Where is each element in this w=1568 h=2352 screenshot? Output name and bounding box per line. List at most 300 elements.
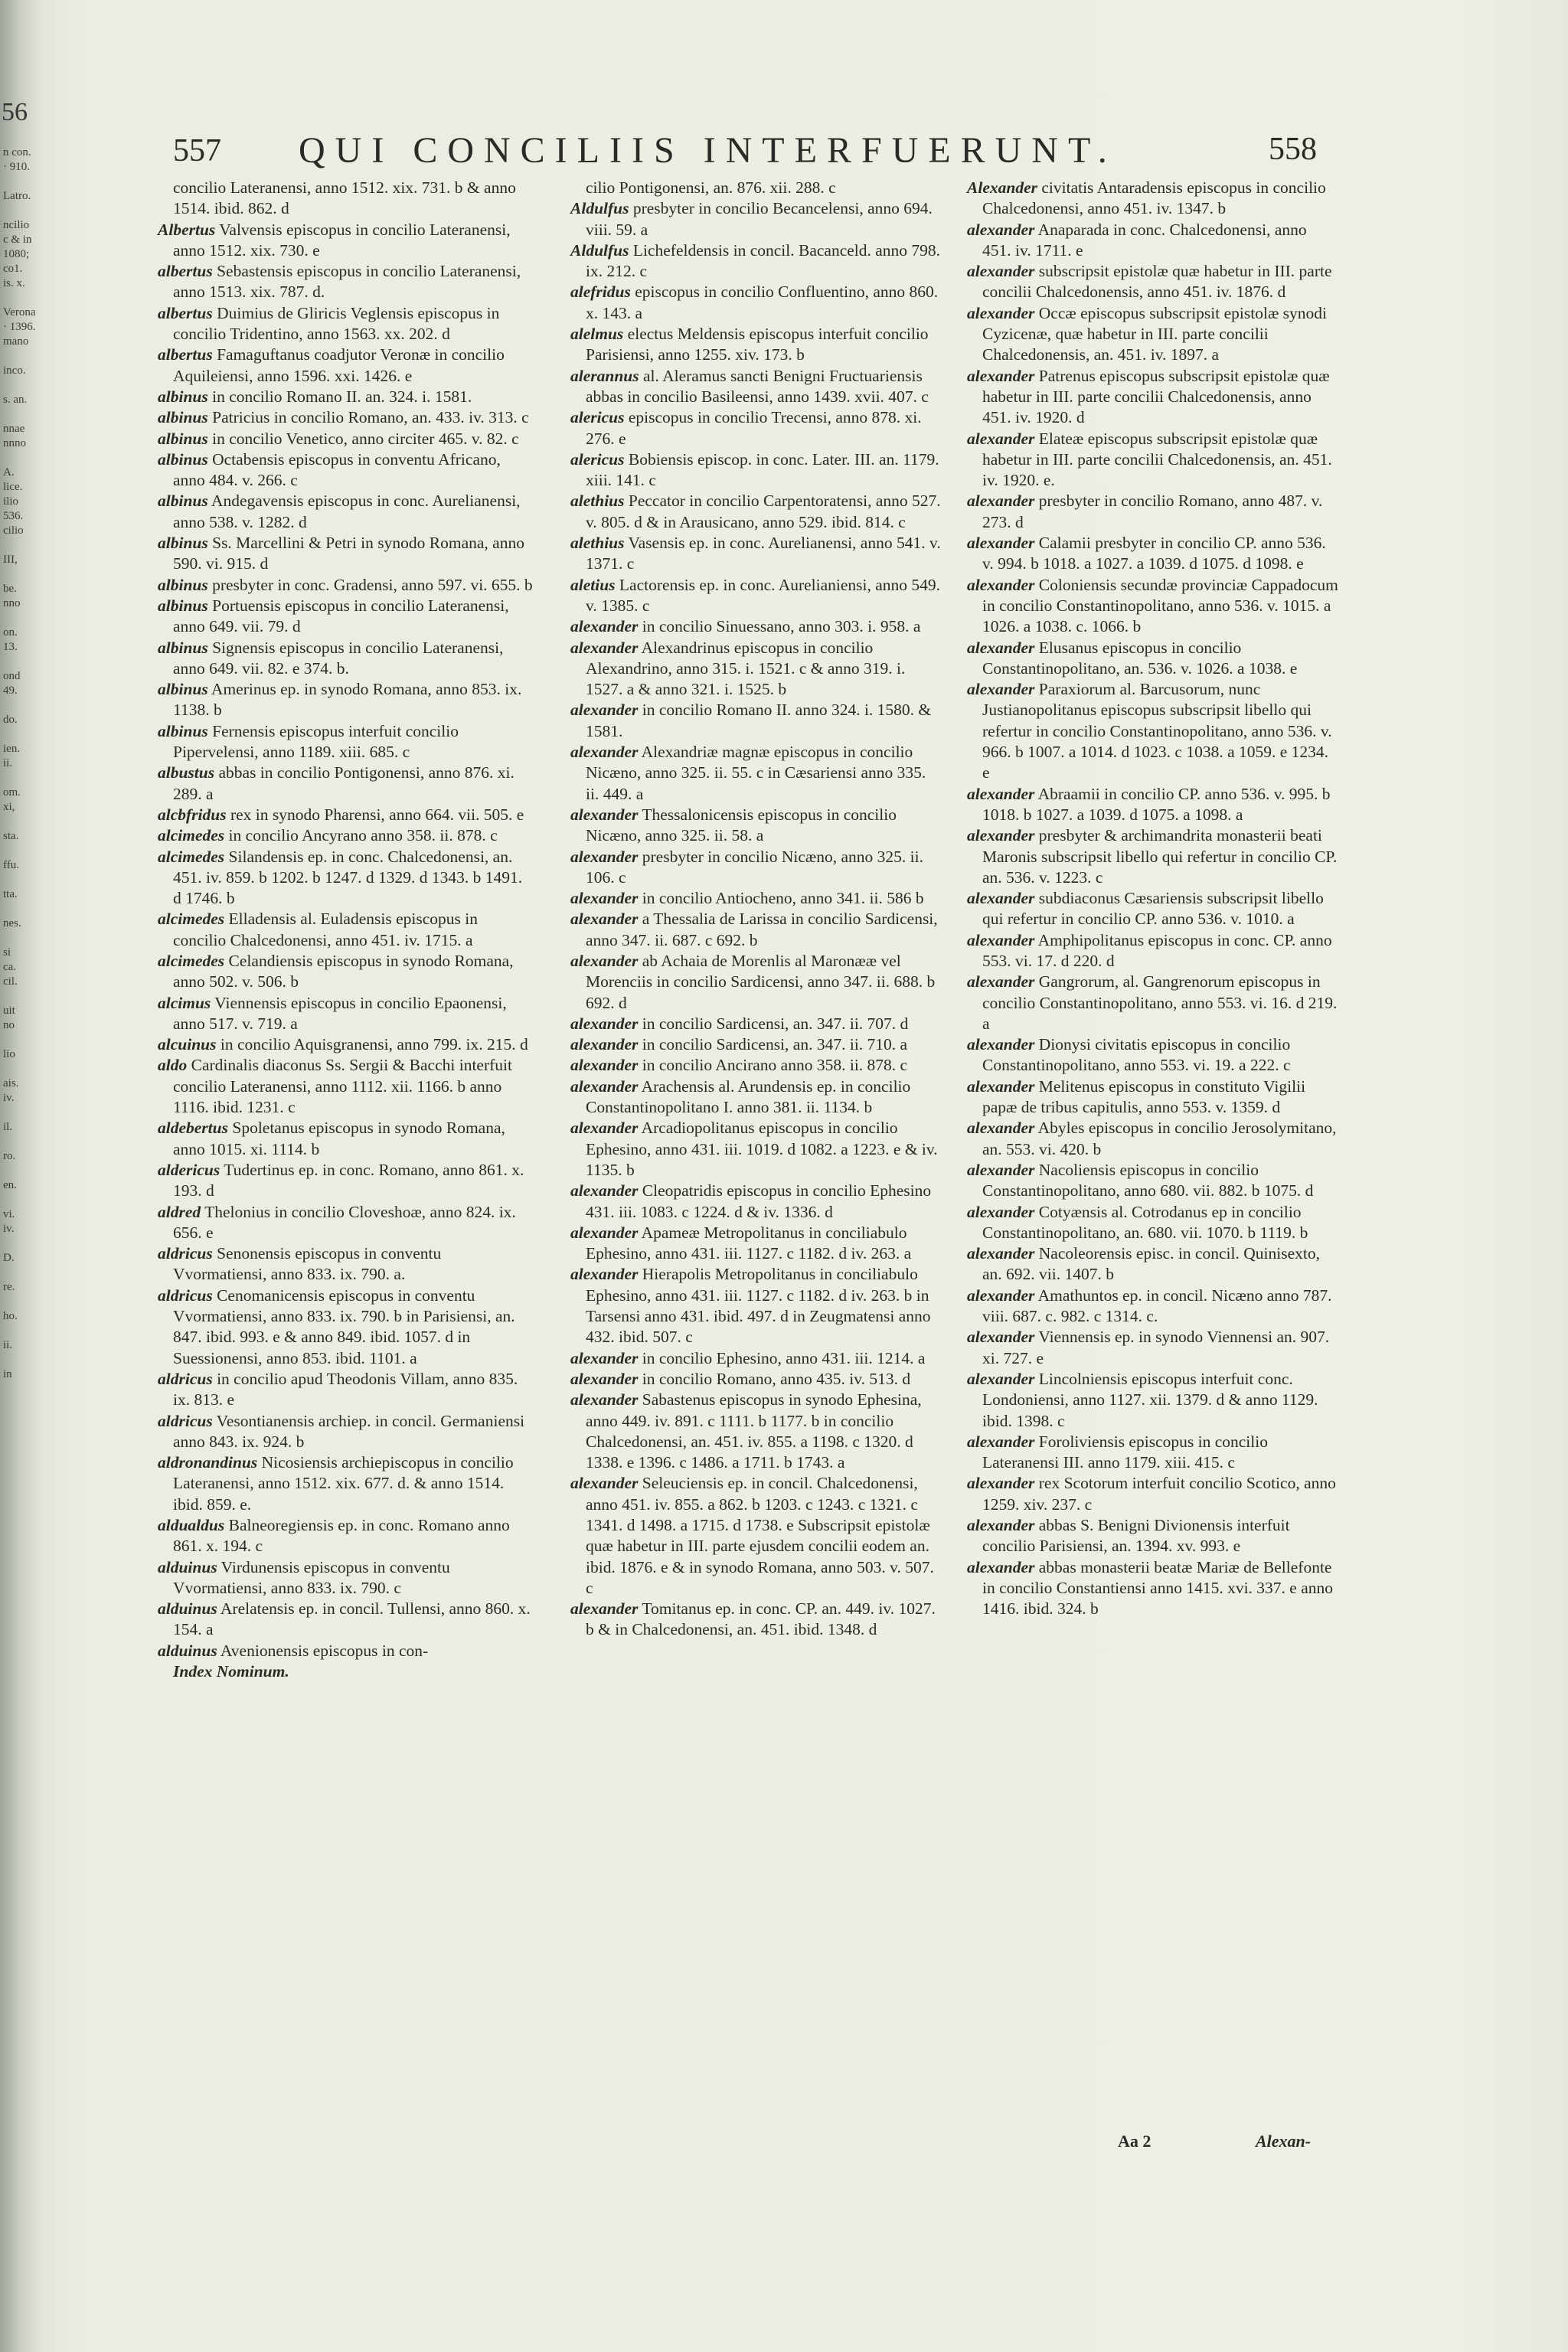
- entry-text: abbas in concilio Pontigonensi, anno 876. xi. 289. a: [173, 763, 514, 803]
- entry-text: in concilio Romano II. an. 324. i. 1581.: [207, 387, 472, 406]
- entry-text: in concilio Romano, anno 435. iv. 513. d: [638, 1369, 911, 1388]
- margin-fragment: 536.: [3, 510, 24, 522]
- entry-headword: alcimedes: [158, 847, 225, 866]
- margin-fragment: · 910.: [3, 161, 30, 173]
- index-entry: [952, 1327, 1338, 1369]
- entry-headword: alexander: [570, 743, 639, 762]
- entry-headword: alexander: [570, 805, 639, 824]
- adjacent-page-number: 56: [2, 98, 28, 126]
- entry-headword: alericus: [570, 449, 625, 469]
- entry-headword: alexander: [570, 1014, 639, 1033]
- entry-text: Thessalonicensis episcopus in concilio Nicæno, anno 325. ii. 58. a: [586, 805, 897, 845]
- index-entry: [555, 178, 942, 198]
- entry-text: in concilio Venetico, anno circiter 465. v. 82. c: [207, 429, 519, 448]
- entry-text: Andegavensis episcopus in conc. Aurelianensi, anno 538. v. 1282. d: [173, 492, 521, 531]
- margin-fragment: [3, 902, 36, 916]
- entry-headword: alcimedes: [158, 826, 225, 845]
- margin-fragment: [3, 815, 36, 829]
- entry-headword: alexander: [967, 1160, 1035, 1179]
- margin-fragment: on.: [3, 626, 18, 639]
- entry-headword: alexander: [967, 972, 1035, 991]
- index-entry: [142, 763, 533, 805]
- entry-headword: alexander: [967, 784, 1035, 803]
- margin-fragment: III,: [3, 554, 18, 566]
- margin-fragment: [3, 655, 36, 669]
- index-entry: [952, 533, 1338, 575]
- index-entry: [952, 1285, 1338, 1328]
- entry-text: Signensis episcopus in concilio Lateranensi, anno 649. vii. 82. e 374. b.: [173, 638, 504, 678]
- catchword: Alexan-: [1256, 2132, 1312, 2151]
- index-entry: [555, 1076, 942, 1119]
- entry-headword: alexander: [570, 889, 639, 908]
- index-entry: [142, 638, 533, 680]
- running-title: QUI CONCILIIS INTERFUERUNT.: [299, 130, 1117, 171]
- index-entry: [555, 575, 942, 617]
- entry-headword: alexander: [570, 1181, 639, 1200]
- entry-headword: alexander: [967, 429, 1035, 448]
- index-entry: [952, 784, 1338, 826]
- margin-fragment: [3, 844, 36, 858]
- entry-text: Bobiensis episcop. in conc. Later. III. an. 1179. xiii. 141. c: [586, 449, 939, 490]
- margin-fragment: in: [3, 1368, 12, 1380]
- entry-headword: alcimus: [158, 993, 211, 1012]
- margin-fragment: mano: [3, 335, 29, 348]
- margin-fragment: [3, 931, 36, 946]
- entry-headword: alduinus: [158, 1557, 217, 1576]
- margin-fragment: co1.: [3, 263, 23, 275]
- entry-headword: alexander: [967, 1328, 1035, 1347]
- index-entry: [142, 1243, 533, 1285]
- margin-fragment: ien.: [3, 743, 21, 755]
- entry-text: ab Achaia de Morenlis al Maronææ vel Morenciis in concilio Sardicensi, anno 347. ii. 688. b 692. d: [586, 951, 936, 1012]
- margin-fragment: sta.: [3, 830, 19, 842]
- entry-text: Ss. Marcellini & Petri in synodo Romana, anno 590. vi. 915. d: [173, 534, 524, 573]
- margin-fragment: [3, 291, 36, 305]
- entry-text: Avenionensis episcopus in con-: [217, 1641, 429, 1660]
- entry-headword: alexander: [967, 262, 1035, 281]
- index-entry: [952, 972, 1338, 1034]
- adjacent-page-fragments: [0, 145, 36, 1382]
- entry-headword: Alexander: [967, 178, 1037, 197]
- entry-headword: alexander: [967, 1076, 1035, 1096]
- entry-headword: alericus: [570, 408, 625, 427]
- index-entry: [142, 679, 533, 721]
- entry-text: civitatis Antaradensis episcopus in concilio Chalcedonensi, anno 451. iv. 1347. b: [982, 178, 1326, 218]
- right-page-number: 558: [1269, 132, 1317, 167]
- entry-text: presbyter in conc. Gradensi, anno 597. vi. 655. b: [207, 575, 533, 594]
- index-footnote: Index Nominum.: [173, 1662, 289, 1681]
- margin-fragment: [3, 1164, 36, 1178]
- entry-headword: alexander: [570, 1119, 639, 1138]
- entry-headword: alexander: [570, 1223, 639, 1242]
- index-entry: [142, 303, 533, 345]
- entry-text: Dionysi civitatis episcopus in concilio Constantinopolitano, anno 553. vi. 19. a 222. c: [982, 1035, 1291, 1075]
- entry-text: Foroliviensis episcopus in concilio Lateranensi III. anno 1179. xiii. 415. c: [982, 1432, 1268, 1472]
- entry-text: Spoletanus episcopus in synodo Romana, anno 1015. xi. 1114. b: [173, 1119, 505, 1158]
- index-entry: [142, 261, 533, 303]
- entry-headword: alexander: [967, 1516, 1035, 1534]
- entry-headword: alexander: [967, 930, 1035, 949]
- entry-text: Lactorensis ep. in conc. Aurelianiensi, anno 549. v. 1385. c: [586, 575, 941, 615]
- margin-fragment: · 1396.: [3, 321, 36, 333]
- margin-fragment: D.: [3, 1252, 15, 1264]
- entry-text: electus Meldensis episcopus interfuit concilio Parisiensi, anno 1255. xiv. 173. b: [586, 325, 929, 364]
- entry-headword: albinus: [158, 575, 208, 594]
- margin-fragment: [3, 204, 36, 218]
- entry-headword: alexander: [967, 1369, 1035, 1388]
- entry-text: Viennensis episcopus in concilio Epaonensi, anno 517. v. 719. a: [173, 993, 507, 1033]
- margin-fragment: ho.: [3, 1310, 18, 1322]
- index-entry: [555, 805, 942, 847]
- entry-text: Sabastenus episcopus in synodo Ephesina, anno 449. iv. 891. c 1111. b 1177. b in concilio Chalcedonensi, an. 451. iv. 855. a 1198. c 1320. d 1338. e 1396. c 1486. a 1711. b 1743. a: [586, 1390, 922, 1472]
- entry-headword: albinus: [158, 680, 208, 699]
- entry-text: Seleuciensis ep. in concil. Chalcedonensi, anno 451. iv. 855. a 862. b 1203. c 1243. c 1321. c 1341. d 1498. a 1715. d 1738. e Subscripsit epistolæ quæ habetur in III. parte ejusdem concilii eodem an. ibid. 1876. e & in synodo Romana, anno 503. v. 507. c: [586, 1474, 934, 1597]
- margin-fragment: [3, 378, 36, 393]
- entry-headword: aldricus: [158, 1411, 213, 1430]
- entry-headword: albinus: [158, 596, 208, 615]
- margin-fragment: n con.: [3, 146, 31, 158]
- margin-fragment: [3, 538, 36, 553]
- entry-headword: albinus: [158, 492, 208, 511]
- margin-fragment: 49.: [3, 684, 18, 697]
- index-entry: [142, 1557, 533, 1599]
- entry-text: Apameæ Metropolitanus in conciliabulo Ephesino, anno 431. iii. 1127. c 1182. d iv. 263. a: [586, 1223, 912, 1263]
- margin-fragment: [3, 611, 36, 626]
- index-entry: [142, 1034, 533, 1055]
- margin-fragment: [3, 175, 36, 189]
- entry-headword: aldricus: [158, 1285, 213, 1305]
- index-entry: [555, 366, 942, 408]
- index-entry: [142, 345, 533, 387]
- entry-headword: alcimedes: [158, 910, 225, 929]
- index-entry: [142, 1118, 533, 1160]
- entry-headword: albustus: [158, 763, 215, 782]
- entry-headword: alexander: [967, 638, 1035, 657]
- entry-headword: aldo: [158, 1056, 188, 1075]
- entry-text: abbas S. Benigni Divionensis interfuit concilio Parisiensi, an. 1394. xv. 993. e: [982, 1516, 1290, 1556]
- entry-text: Gangrorum, al. Gangrenorum episcopus in concilio Constantinopolitano, anno 553. vi. 16. d 219. a: [982, 972, 1338, 1033]
- index-entry: [952, 638, 1338, 680]
- entry-text: Alexandrinus episcopus in concilio Alexandrino, anno 315. i. 1521. c & anno 319. i. 1527. a & anno 321. i. 1525. b: [586, 638, 906, 699]
- index-entry: [142, 387, 533, 407]
- margin-fragment: c & in: [3, 234, 32, 246]
- margin-fragment: [3, 349, 36, 364]
- entry-text: Abraamii in concilio CP. anno 536. v. 995. b 1018. b 1027. a 1039. d 1075. a 1098. a: [982, 784, 1331, 824]
- index-entry: [142, 805, 533, 825]
- margin-fragment: ii.: [3, 1339, 13, 1351]
- entry-headword: albinus: [158, 534, 208, 553]
- index-entry: [142, 1055, 533, 1118]
- margin-fragment: [3, 1135, 36, 1149]
- entry-headword: alexander: [967, 575, 1035, 594]
- margin-fragment: ii.: [3, 757, 13, 769]
- entry-text: Hierapolis Metropolitanus in conciliabulo Ephesino, anno 431. iii. 1127. c 1182. d iv. 263. b in Tarsensi anno 431. ibid. 497. d in Zeugmatensi anno 432. ibid. 507. c: [586, 1265, 931, 1347]
- index-entry: [555, 324, 942, 366]
- margin-fragment: do.: [3, 714, 18, 726]
- entry-headword: alexander: [967, 366, 1035, 385]
- entry-text: Celandiensis episcopus in synodo Romana, anno 502. v. 506. b: [173, 951, 514, 991]
- entry-text: in concilio Aquisgranensi, anno 799. ix. 215. d: [216, 1035, 528, 1054]
- index-entry: [142, 847, 533, 910]
- entry-headword: alduinus: [158, 1641, 217, 1660]
- entry-headword: albinus: [158, 387, 208, 406]
- index-entry: [142, 429, 533, 449]
- entry-headword: alexander: [570, 1599, 639, 1619]
- index-column-2: [555, 178, 942, 1641]
- margin-fragment: 13.: [3, 641, 18, 653]
- entry-text: presbyter in concilio Nicæno, anno 325. ii. 106. c: [586, 847, 923, 887]
- index-entry: [952, 1557, 1338, 1620]
- entry-headword: alexander: [967, 534, 1035, 553]
- margin-fragment: om.: [3, 786, 21, 799]
- margin-fragment: Verona: [3, 306, 36, 318]
- entry-headword: albinus: [158, 408, 208, 427]
- margin-fragment: [3, 1033, 36, 1047]
- margin-fragment: no: [3, 1019, 15, 1031]
- entry-text: Cotyænsis al. Cotrodanus ep in concilio Constantinopolitano, an. 680. vii. 1070. b 1119. b: [982, 1202, 1308, 1242]
- entry-text: Cardinalis diaconus Ss. Sergii & Bacchi interfuit concilio Lateranensi, anno 1112. xii. 1166. b anno 1116. ibid. 1231. c: [173, 1056, 512, 1117]
- entry-text: in concilio Antiocheno, anno 341. ii. 586 b: [638, 889, 924, 908]
- margin-fragment: en.: [3, 1179, 17, 1191]
- index-entry: [952, 1515, 1338, 1557]
- index-entry: [555, 198, 942, 240]
- entry-text: Balneoregiensis ep. in conc. Romano anno 861. x. 194. c: [173, 1516, 510, 1556]
- margin-fragment: [3, 771, 36, 786]
- entry-text: Elladensis al. Euladensis episcopus in concilio Chalcedonensi, anno 451. iv. 1715. a: [173, 910, 478, 949]
- entry-headword: alexander: [967, 1285, 1035, 1305]
- entry-headword: alexander: [570, 1369, 639, 1388]
- entry-text: Cleopatridis episcopus in concilio Ephesino 431. iii. 1083. c 1224. d & iv. 1336. d: [586, 1181, 932, 1221]
- signature-mark: Aa 2: [1118, 2132, 1152, 2151]
- entry-text: Famaguftanus coadjutor Veronæ in concilio Aquileiensi, anno 1596. xxi. 1426. e: [173, 345, 505, 385]
- entry-text: Paraxiorum al. Barcusorum, nunc Justianopolitanus episcopus subscripsit libello qui refertur in concilio Constantinopolitano, anno 536. v. 966. b 1007. a 1014. d 1023. c 1038. a 1059. e 1234. e: [982, 680, 1332, 782]
- index-entry: [555, 1181, 942, 1223]
- margin-fragment: iv.: [3, 1223, 15, 1235]
- entry-text: Portuensis episcopus in concilio Lateranensi, anno 649. vii. 79. d: [173, 596, 509, 636]
- margin-fragment: is. x.: [3, 277, 25, 289]
- margin-fragment: [3, 727, 36, 742]
- entry-headword: alexander: [967, 492, 1035, 511]
- index-column-1: [142, 178, 533, 1682]
- margin-fragment: xi,: [3, 801, 15, 813]
- index-entry: [952, 1076, 1338, 1119]
- entry-text: Lichefeldensis in concil. Bacanceld. anno 798. ix. 212. c: [586, 240, 941, 281]
- index-entry: [555, 638, 942, 701]
- entry-headword: albinus: [158, 638, 208, 657]
- index-entry: [555, 491, 942, 533]
- entry-text: Tomitanus ep. in conc. CP. an. 449. iv. 1027. b & in Chalcedonensi, an. 451. ibid. 1348. d: [586, 1599, 936, 1639]
- entry-headword: alexander: [967, 1432, 1035, 1451]
- entry-headword: aldebertus: [158, 1119, 228, 1138]
- index-entry: [142, 1515, 533, 1557]
- index-entry: [555, 700, 942, 742]
- margin-fragment: be.: [3, 583, 17, 595]
- entry-text: Amathuntos ep. in concil. Nicæno anno 787. viii. 687. c. 982. c 1314. c.: [982, 1285, 1332, 1326]
- margin-fragment: ffu.: [3, 859, 19, 871]
- entry-headword: alexander: [570, 910, 639, 929]
- entry-text: Amerinus ep. in synodo Romana, anno 853. ix. 1138. b: [173, 680, 522, 720]
- margin-fragment: inco.: [3, 364, 26, 377]
- entry-headword: alexander: [967, 1202, 1035, 1221]
- entry-text: Occæ episcopus subscripsit epistolæ synodi Cyzicenæ, quæ habetur in III. parte concilii Chalcedonensis, an. 451. iv. 1897. a: [982, 303, 1327, 364]
- entry-headword: aletius: [570, 575, 616, 594]
- entry-headword: alexander: [967, 1557, 1035, 1576]
- margin-fragment: [3, 1266, 36, 1280]
- entry-headword: alexander: [570, 1056, 639, 1075]
- index-entry: [142, 1641, 533, 1661]
- margin-fragment: il.: [3, 1121, 13, 1133]
- index-entry: [142, 1369, 533, 1411]
- entry-text: in concilio Ancyrano anno 358. ii. 878. c: [224, 826, 498, 845]
- entry-text: in concilio Sardicensi, an. 347. ii. 707. d: [638, 1014, 909, 1033]
- left-page-number: 557: [173, 133, 221, 168]
- entry-text: presbyter & archimandrita monasterii beati Maronis subscripsit libello qui refertur in concilio CP. an. 536. v. 1223. c: [982, 826, 1338, 887]
- index-entry: [555, 1223, 942, 1265]
- index-entry: [952, 1369, 1338, 1432]
- margin-fragment: ilio: [3, 495, 19, 508]
- entry-text: cilio Pontigonensi, an. 876. xii. 288. c: [586, 178, 836, 197]
- index-entry: [555, 449, 942, 492]
- entry-text: in concilio apud Theodonis Villam, anno 835. ix. 813. e: [173, 1369, 518, 1410]
- margin-fragment: uit: [3, 1004, 15, 1017]
- entry-headword: alexander: [570, 951, 639, 970]
- entry-headword: alerannus: [570, 366, 639, 385]
- entry-headword: alethius: [570, 492, 625, 511]
- index-entry: [555, 282, 942, 324]
- entry-text: Peccator in concilio Carpentoratensi, anno 527. v. 805. d & in Arausicano, anno 529. ibid. 814. c: [586, 492, 941, 531]
- index-entry: [555, 240, 942, 283]
- index-entry: [555, 407, 942, 449]
- entry-text: al. Aleramus sancti Benigni Fructuariensis abbas in concilio Basileensi, anno 1439. xvii. 407. c: [586, 366, 929, 406]
- entry-text: subscripsit epistolæ quæ habetur in III. parte concilii Chalcedonensis, anno 451. iv. 1876. d: [982, 262, 1332, 302]
- entry-headword: alexander: [570, 701, 639, 720]
- entry-headword: alefridus: [570, 283, 631, 302]
- entry-text: Coloniensis secundæ provinciæ Cappadocum in concilio Constantinopolitano, anno 536. v. 1015. a 1026. a 1038. c. 1066. b: [982, 575, 1338, 636]
- index-entry: [952, 1118, 1338, 1160]
- entry-headword: alexander: [570, 847, 639, 866]
- entry-headword: alexander: [967, 1474, 1035, 1493]
- entry-text: Lincolniensis episcopus interfuit conc. Londoniensi, anno 1127. xii. 1379. d & anno 1129. ibid. 1398. c: [982, 1369, 1318, 1430]
- margin-fragment: [3, 1295, 36, 1309]
- index-entry: [555, 1264, 942, 1348]
- entry-text: in concilio Ancirano anno 358. ii. 878. c: [638, 1056, 908, 1075]
- entry-headword: alexander: [570, 1265, 639, 1284]
- index-entry: [952, 1243, 1338, 1285]
- entry-headword: alexander: [570, 638, 639, 657]
- index-entry: [142, 909, 533, 951]
- margin-fragment: [3, 567, 36, 582]
- entry-text: in concilio Romano II. anno 324. i. 1580. & 1581.: [586, 701, 932, 740]
- entry-text: Anaparada in conc. Chalcedonensi, anno 451. iv. 1711. e: [982, 220, 1307, 260]
- margin-fragment: Latro.: [3, 190, 31, 202]
- entry-headword: alexander: [967, 826, 1035, 845]
- index-entry: [952, 1202, 1338, 1244]
- entry-text: in concilio Sinuessano, anno 303. i. 958. a: [638, 617, 921, 636]
- index-entry: [142, 1160, 533, 1202]
- margin-fragment: [3, 989, 36, 1004]
- adjacent-page-margin: [0, 0, 40, 2352]
- entry-text: rex in synodo Pharensi, anno 664. vii. 505. e: [226, 805, 524, 824]
- index-entry: [952, 575, 1338, 638]
- index-entry: [142, 220, 533, 262]
- index-entry: [555, 951, 942, 1014]
- margin-fragment: [3, 1236, 36, 1251]
- entry-text: in concilio Ephesino, anno 431. iii. 1214. a: [638, 1348, 926, 1367]
- index-entry: [952, 888, 1338, 930]
- index-entry: [142, 1599, 533, 1641]
- entry-text: Melitenus episcopus in constituto Vigilii papæ de tribus capitulis, anno 553. v. 1359. d: [982, 1076, 1306, 1117]
- index-entry: [142, 1452, 533, 1515]
- index-entry: [952, 679, 1338, 783]
- entry-headword: Aldulfus: [570, 240, 629, 260]
- index-entry: [952, 1432, 1338, 1474]
- entry-text: Sebastensis episcopus in concilio Lateranensi, anno 1513. xix. 787. d.: [173, 262, 521, 302]
- index-entry: [952, 178, 1338, 220]
- index-entry: [142, 993, 533, 1035]
- margin-fragment: cilio: [3, 524, 24, 537]
- margin-fragment: [3, 1106, 36, 1120]
- entry-text: Duimius de Gliricis Veglensis episcopus in concilio Tridentino, anno 1563. xx. 202. d: [173, 303, 500, 344]
- entry-text: Octabensis episcopus in conventu Africano, anno 484. v. 266. c: [173, 449, 501, 490]
- index-entry: [142, 1202, 533, 1244]
- entry-headword: albertus: [158, 345, 213, 364]
- margin-fragment: [3, 1324, 36, 1338]
- entry-text: Arelatensis ep. in concil. Tullensi, anno 860. x. 154. a: [173, 1599, 531, 1639]
- entry-text: Senonensis episcopus in conventu Vvormatiensi, anno 833. ix. 790. a.: [173, 1244, 442, 1284]
- entry-headword: albertus: [158, 262, 213, 281]
- margin-fragment: 1080;: [3, 248, 30, 260]
- entry-text: presbyter in concilio Romano, anno 487. v. 273. d: [982, 492, 1323, 531]
- entry-headword: albinus: [158, 449, 208, 469]
- entry-text: Elateæ episcopus subscripsit epistolæ quæ habetur in III. parte concilii Chalcedonensis, an. 451. iv. 1920. e.: [982, 429, 1332, 490]
- index-entry: [555, 888, 942, 909]
- index-entry: [952, 1034, 1338, 1076]
- index-entry: [142, 575, 533, 596]
- entry-text: presbyter in concilio Becancelensi, anno 694. viii. 59. a: [586, 199, 933, 239]
- margin-fragment: lice.: [3, 481, 23, 493]
- entry-text: episcopus in concilio Trecensi, anno 878. xi. 276. e: [586, 408, 922, 448]
- entry-text: Vasensis ep. in conc. Aurelianensi, anno 541. v. 1371. c: [586, 534, 941, 573]
- entry-text: Tudertinus ep. in conc. Romano, anno 861. x. 193. d: [173, 1160, 524, 1200]
- entry-text: Cenomanicensis episcopus in conventu Vvormatiensi, anno 833. ix. 790. b in Parisiensi, an. 847. ibid. 993. e & anno 849. ibid. 1057. d in Suessionensi, anno 853. ibid. 1101. a: [173, 1285, 515, 1367]
- entry-headword: albinus: [158, 721, 208, 740]
- index-entry: [555, 1369, 942, 1390]
- entry-headword: aldricus: [158, 1244, 213, 1263]
- entry-headword: alcbfridus: [158, 805, 227, 824]
- entry-headword: aldred: [158, 1202, 201, 1221]
- index-entry: [555, 1348, 942, 1369]
- index-entry: [952, 1160, 1338, 1202]
- margin-fragment: ond: [3, 670, 21, 682]
- margin-fragment: [3, 1353, 36, 1367]
- index-entry: [952, 220, 1338, 262]
- index-entry: [952, 366, 1338, 429]
- margin-fragment: ro.: [3, 1150, 16, 1162]
- index-entry: [555, 847, 942, 889]
- index-entry: [952, 303, 1338, 366]
- entry-text: Nacoliensis episcopus in concilio Constantinopolitano, anno 680. vii. 882. b 1075. d: [982, 1160, 1314, 1200]
- entry-headword: alexander: [967, 1244, 1035, 1263]
- entry-text: Nicosiensis archiepiscopus in concilio Lateranensi, anno 1512. xix. 677. d. & anno 1514. ibid. 859. e.: [173, 1453, 514, 1514]
- index-entry: [142, 951, 533, 993]
- index-entry: [555, 1034, 942, 1055]
- index-entry: [142, 596, 533, 638]
- margin-fragment: iv.: [3, 1092, 15, 1104]
- margin-fragment: ais.: [3, 1077, 19, 1089]
- index-entry: [555, 909, 942, 951]
- entry-headword: aldericus: [158, 1160, 220, 1179]
- entry-text: Valvensis episcopus in concilio Lateranensi, anno 1512. xix. 730. e: [173, 220, 511, 260]
